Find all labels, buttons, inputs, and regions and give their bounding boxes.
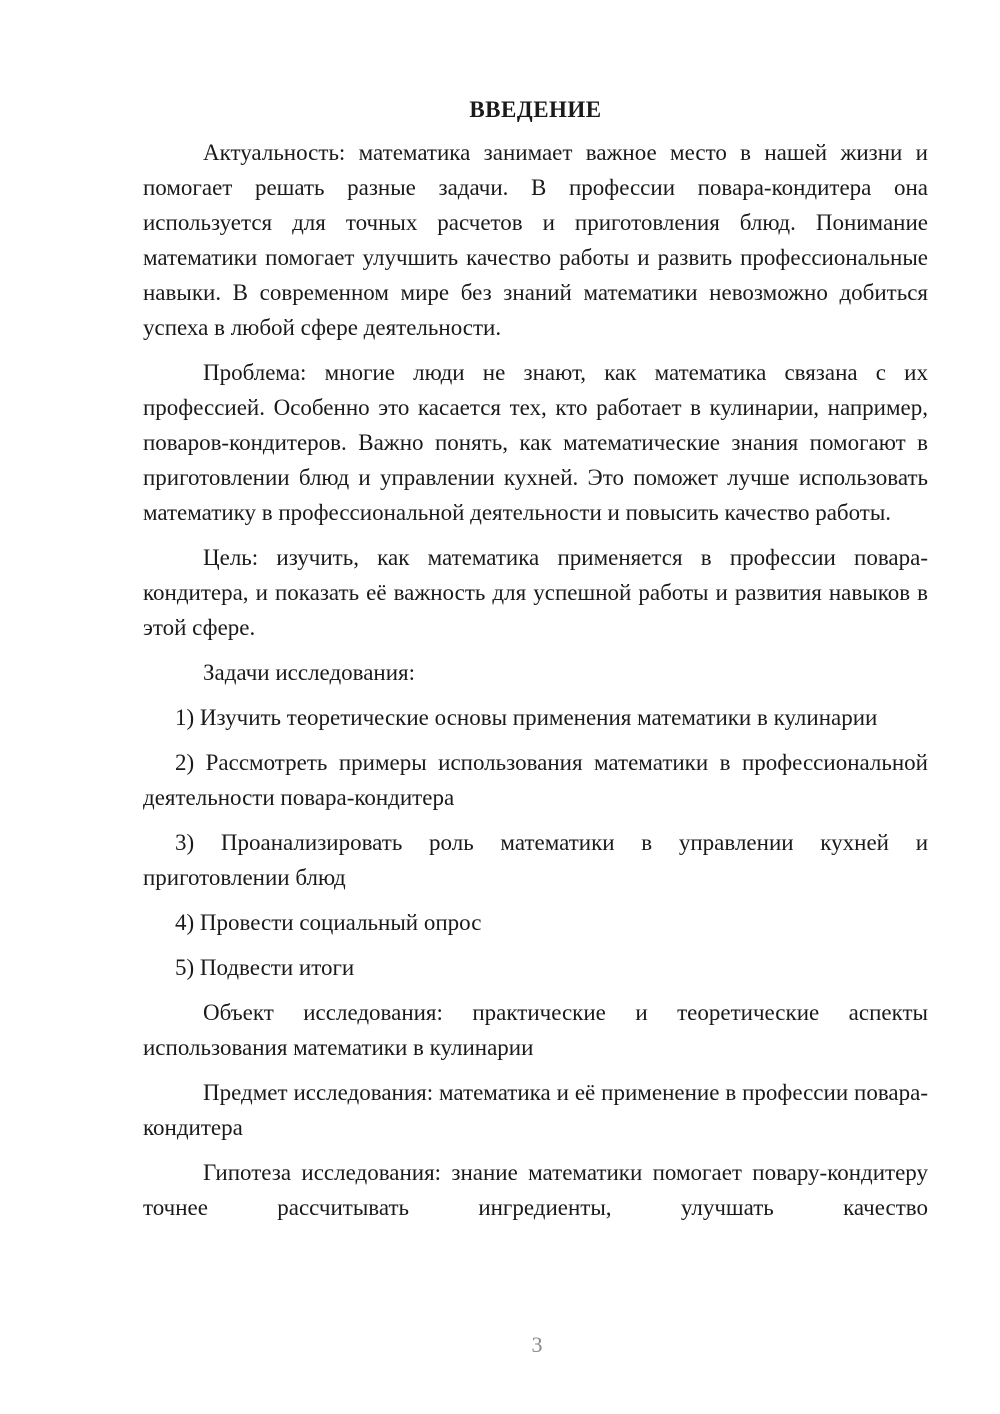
goal-paragraph: Цель: изучить, как математика применяется в профессии повара-кондитера, и показать её важность для успешной работы и развития навыков в этой сфере. bbox=[143, 545, 928, 640]
task-item: 1) Изучить теоретические основы применения математики в кулинарии bbox=[175, 705, 878, 730]
problem-paragraph: Проблема: многие люди не знают, как математика связана с их профессией. Особенно это касается тех, кто работает в кулинарии, например, поваров-кондитеров. Важно понять, как математические знания помогают в приготовлении блюд и управлении кухней. Это поможет лучше использовать математику в профессиональной деятельности и повысить качество работы. bbox=[143, 360, 928, 525]
object-paragraph: Объект исследования: практические и теоретические аспекты использования математики в кулинарии bbox=[143, 1000, 928, 1060]
task-item: 3) Проанализировать роль математики в управлении кухней и приготовлении блюд bbox=[143, 830, 928, 890]
relevance-paragraph: Актуальность: математика занимает важное место в нашей жизни и помогает решать разные задачи. В профессии повара-кондитера она используется для точных расчетов и приготовления блюд. Понимание математики помогает улучшить качество работы и развить профессиональные навыки. В современном мире без знаний математики невозможно добиться успеха в любой сфере деятельности. bbox=[143, 140, 928, 340]
task-item: 4) Провести социальный опрос bbox=[175, 910, 482, 935]
tasks-heading: Задачи исследования: bbox=[203, 660, 416, 685]
task-item: 2) Рассмотреть примеры использования математики в профессиональной деятельности повара-кондитера bbox=[143, 750, 928, 810]
hypothesis-paragraph: Гипотеза исследования: знание математики помогает повару-кондитеру точнее рассчитывать ингредиенты, улучшать качество bbox=[143, 1160, 928, 1220]
page-content bbox=[143, 92, 928, 1235]
section-title: ВВЕДЕНИЕ bbox=[469, 97, 602, 122]
tasks-list bbox=[143, 700, 928, 985]
task-item: 5) Подвести итоги bbox=[175, 955, 355, 980]
page-number: 3 bbox=[531, 1332, 543, 1357]
subject-paragraph: Предмет исследования: математика и её применение в профессии повара-кондитера bbox=[143, 1080, 928, 1140]
